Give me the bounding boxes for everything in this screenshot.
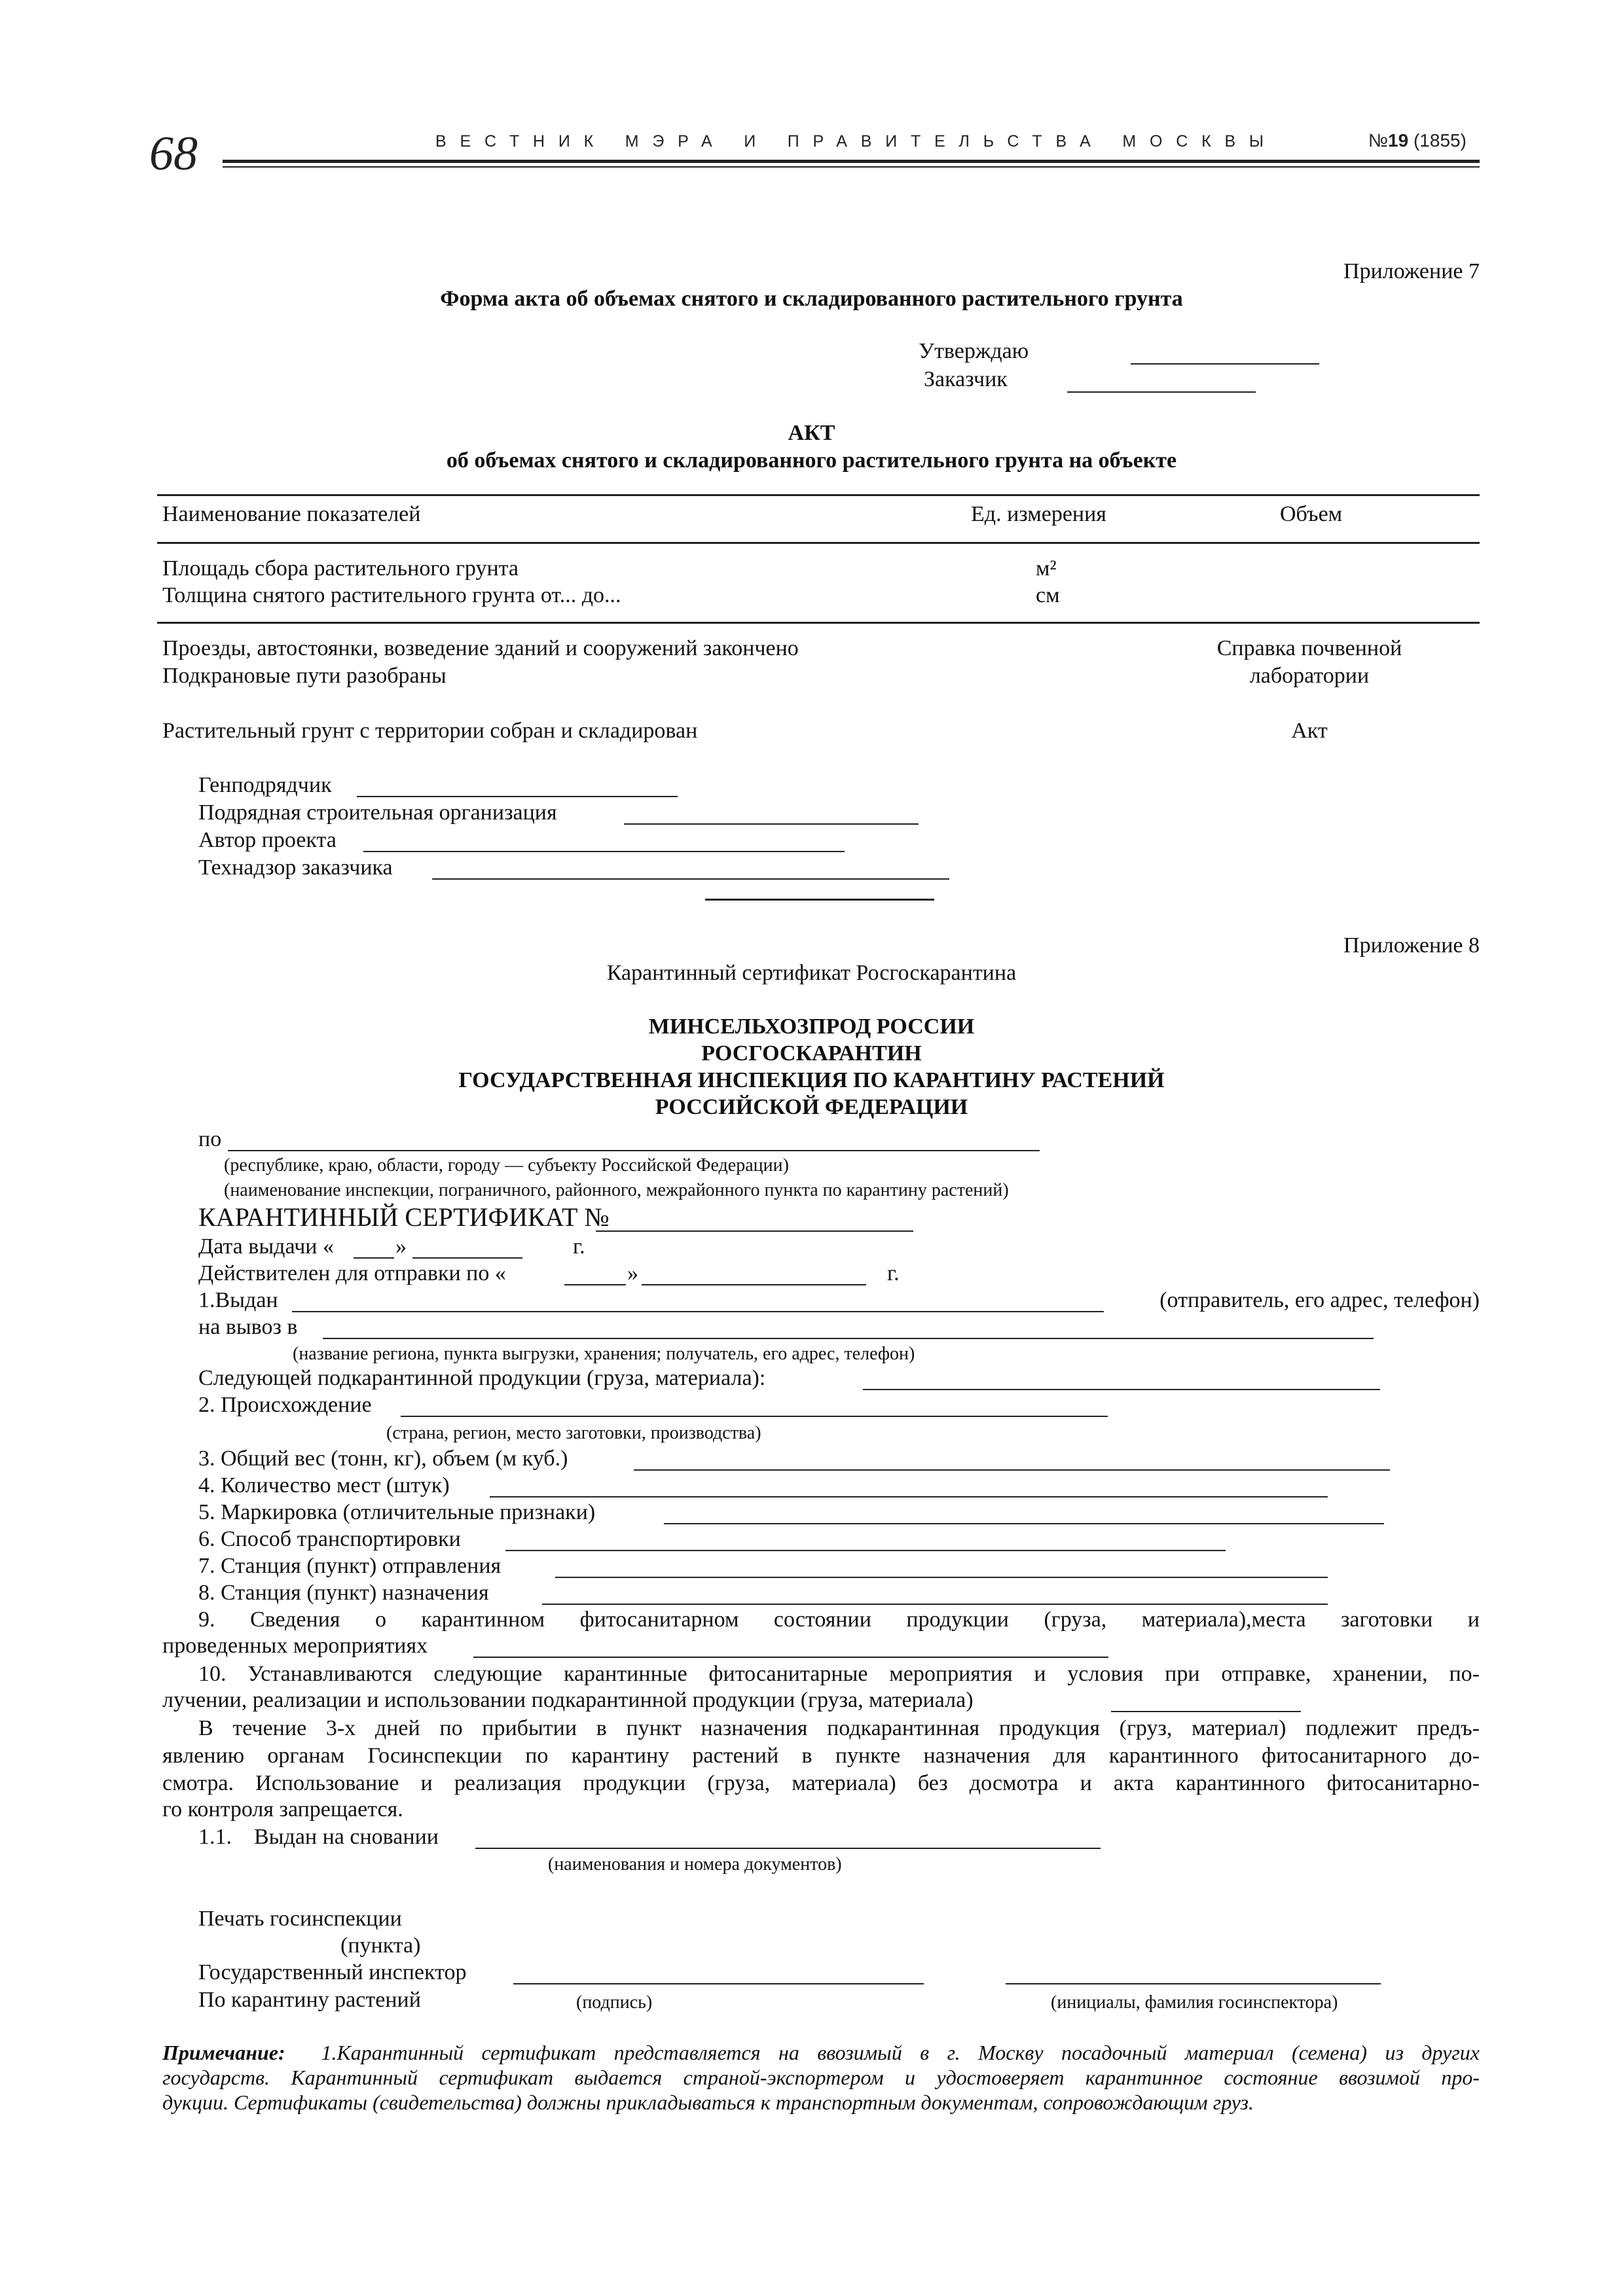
inspection-hint: (наименование инспекции, пограничного, районного, межрайонного пункта по карантину растений) xyxy=(224,1180,1009,1200)
table-row-name: Площадь сбора растительного грунта xyxy=(162,556,519,581)
issue-extra: (1855) xyxy=(1413,130,1467,151)
table-row-unit: см xyxy=(1036,583,1060,607)
customer-label: Заказчик xyxy=(924,367,1008,391)
org-line: РОСГОСКАРАНТИН xyxy=(701,1041,922,1066)
origin-line xyxy=(401,1416,1108,1417)
export-to-label: на вывоз в xyxy=(198,1315,298,1339)
inspector-label: Государственный инспектор xyxy=(198,1960,467,1984)
issue-date-label: Дата выдачи « xyxy=(198,1234,334,1259)
paragraph-line: го контроля запрещается. xyxy=(162,1797,403,1821)
valid-day-line xyxy=(564,1284,626,1285)
paragraph-line: смотра. Использование и реализация продукции (груза, материала) без досмотра и акта карантинного фитосанитарно- xyxy=(162,1771,1480,1795)
stamp-label: (пункта) xyxy=(340,1933,421,1958)
org-line: ГОСУДАРСТВЕННАЯ ИНСПЕКЦИЯ ПО КАРАНТИНУ РАСТЕНИЙ xyxy=(458,1068,1165,1092)
item-9-label: проведенных мероприятиях xyxy=(162,1634,428,1658)
issue-number xyxy=(1368,132,1467,150)
region-hint: (республике, краю, области, городу — субъекту Российской Федерации) xyxy=(224,1155,789,1175)
table-header-name: Наименование показателей xyxy=(162,502,421,526)
doc-reference: Справка почвенной xyxy=(1216,636,1402,660)
journal-title: ВЕСТНИК МЭРА И ПРАВИТЕЛЬСТВА МОСКВЫ xyxy=(435,132,1277,151)
note-line: государств. Карантинный сертификат выдается страной-экспортером и удостоверяет карантинное состояние ввозимой про- xyxy=(162,2066,1480,2089)
condition-text: Проезды, автостоянки, возведение зданий и сооружений закончено xyxy=(162,636,799,660)
inspector-name-line xyxy=(1006,1983,1381,1984)
issued-to-label: 1.Выдан xyxy=(198,1288,278,1312)
sender-hint: (отправитель, его адрес, телефон) xyxy=(1159,1288,1480,1312)
table-top-rule xyxy=(157,494,1480,496)
day-line xyxy=(354,1257,394,1259)
doc-reference: лаборатории xyxy=(1249,664,1370,688)
table-header-volume: Объем xyxy=(1280,502,1343,526)
inspector-label: По карантину растений xyxy=(198,1988,421,2012)
appendix-8-label: Приложение 8 xyxy=(1343,933,1480,958)
signature-label: Подрядная строительная организация xyxy=(198,800,557,825)
signature-line xyxy=(363,851,845,852)
item-10-label: лучении, реализации и использовании подкарантинной продукции (груза, материала) xyxy=(162,1688,974,1712)
header-rule-thin xyxy=(223,166,1480,168)
stamp-label: Печать госинспекции xyxy=(198,1907,402,1931)
basis-hint: (наименования и номера документов) xyxy=(548,1854,842,1874)
header-rule xyxy=(223,160,1480,163)
basis-label: 1.1. Выдан на сновании xyxy=(198,1825,439,1849)
note-paragraph xyxy=(162,2041,1480,2064)
item-line xyxy=(634,1469,1390,1471)
item-label: 4. Количество мест (штук) xyxy=(198,1473,450,1498)
org-line: МИНСЕЛЬХОЗПРОД РОССИИ xyxy=(648,1014,975,1039)
appendix-7-label: Приложение 7 xyxy=(1343,259,1480,283)
quote-close: » xyxy=(627,1261,638,1285)
item-label: 5. Маркировка (отличительные признаки) xyxy=(198,1500,596,1524)
item-line xyxy=(664,1523,1384,1524)
valid-for-label: Действителен для отправки по « xyxy=(198,1261,506,1285)
paragraph-line: явлению органам Госинспекции по карантину растений в пункте назначения для карантинного фитосанитарного до- xyxy=(162,1744,1480,1768)
item-9-line xyxy=(473,1657,1108,1658)
signature-label: Генподрядчик xyxy=(198,773,332,797)
signature-label: Технадзор заказчика xyxy=(198,855,393,880)
valid-month-line xyxy=(642,1284,866,1285)
certificate-number-line xyxy=(596,1230,913,1232)
signature-line xyxy=(432,878,949,880)
item-label: 3. Общий вес (тонн, кг), объем (м куб.) xyxy=(198,1446,568,1471)
item-label: 6. Способ транспортировки xyxy=(198,1527,461,1551)
table-row-unit: м² xyxy=(1036,556,1057,581)
year-label: г. xyxy=(887,1261,900,1285)
table-bottom-rule xyxy=(157,622,1480,624)
inspection-paragraph xyxy=(162,1744,1480,1768)
section-divider xyxy=(705,899,934,901)
item-9-line: 9. Сведения о карантинном фитосанитарном состоянии продукции (груза, материала),места заготовки и xyxy=(198,1607,1480,1632)
item-line xyxy=(490,1496,1328,1498)
item-10-text xyxy=(162,1662,1480,1687)
item-10-line: 10. Устанавливаются следующие карантинные фитосанитарные мероприятия и условия при отправке, хранении, по- xyxy=(198,1662,1480,1686)
page-number: 68 xyxy=(149,127,198,181)
origin-hint: (страна, регион, место заготовки, производства) xyxy=(386,1423,761,1443)
item-9-text xyxy=(162,1607,1480,1632)
quote-close: » xyxy=(395,1234,407,1259)
table-header-rule xyxy=(157,542,1480,544)
products-label: Следующей подкарантинной продукции (груза, материала): xyxy=(198,1366,766,1390)
act-subtitle: об объемах снятого и складированного растительного грунта на объекте xyxy=(446,448,1177,473)
po-label: по xyxy=(198,1127,222,1151)
org-line: РОССИЙСКОЙ ФЕДЕРАЦИИ xyxy=(655,1095,968,1119)
note-paragraph xyxy=(162,2090,1480,2114)
item-line xyxy=(505,1550,1226,1551)
inspection-paragraph xyxy=(162,1716,1480,1741)
item-line xyxy=(555,1577,1328,1578)
inspector-signature-line xyxy=(513,1983,924,1984)
note-label: Примечание: xyxy=(162,2041,285,2064)
certificate-title: КАРАНТИННЫЙ СЕРТИФИКАТ № xyxy=(198,1202,610,1232)
signature-line xyxy=(624,823,919,825)
export-to-line xyxy=(323,1338,1374,1339)
item-label: 8. Станция (пункт) назначения xyxy=(198,1581,489,1605)
table-row-name: Толщина снятого растительного грунта от... до... xyxy=(162,583,621,607)
note-line: дукции. Сертификаты (свидетельства) должны прикладываться к транспортным документам, сопровождающим груз. xyxy=(162,2090,1254,2114)
signature-line xyxy=(357,796,678,797)
note-line: 1.Карантинный сертификат представляется на ввозимый в г. Москву посадочный материал (семена) из других xyxy=(321,2041,1480,2064)
origin-label: 2. Происхождение xyxy=(198,1393,372,1417)
approve-signature-line xyxy=(1131,363,1319,365)
month-line xyxy=(412,1257,522,1259)
doc-reference: Акт xyxy=(1291,719,1328,743)
signature-label: Автор проекта xyxy=(198,828,337,852)
certificate-caption: Карантинный сертификат Росгоскарантина xyxy=(606,961,1017,985)
name-hint: (инициалы, фамилия госинспектора) xyxy=(1051,1992,1338,2013)
note-paragraph xyxy=(162,2066,1480,2089)
table-header-unit: Ед. измерения xyxy=(971,502,1106,526)
issue-number-value: 19 xyxy=(1388,130,1409,151)
customer-signature-line xyxy=(1067,391,1256,393)
basis-line xyxy=(475,1848,1101,1849)
item-label: 7. Станция (пункт) отправления xyxy=(198,1554,501,1578)
year-label: г. xyxy=(573,1234,585,1259)
paragraph-line: В течение 3-х дней по прибытии в пункт назначения подкарантинная продукция (груз, материал) подлежит предъ- xyxy=(198,1716,1480,1740)
condition-text: Подкрановые пути разобраны xyxy=(162,664,447,688)
condition-text: Растительный грунт с территории собран и складирован xyxy=(162,719,698,743)
form-title: Форма акта об объемах снятого и складированного растительного грунта xyxy=(440,287,1183,311)
issue-prefix: № xyxy=(1368,130,1389,151)
issued-to-line xyxy=(292,1311,1104,1312)
inspection-paragraph xyxy=(162,1771,1480,1796)
region-line xyxy=(228,1150,1040,1151)
approve-label: Утверждаю xyxy=(919,339,1029,363)
destination-hint: (название региона, пункта выгрузки, хранения; получатель, его адрес, телефон) xyxy=(293,1344,915,1364)
item-line xyxy=(542,1604,1328,1605)
products-line xyxy=(863,1389,1380,1390)
signature-hint: (подпись) xyxy=(576,1992,653,2013)
act-title: АКТ xyxy=(788,421,835,445)
item-10-line xyxy=(1111,1711,1301,1712)
